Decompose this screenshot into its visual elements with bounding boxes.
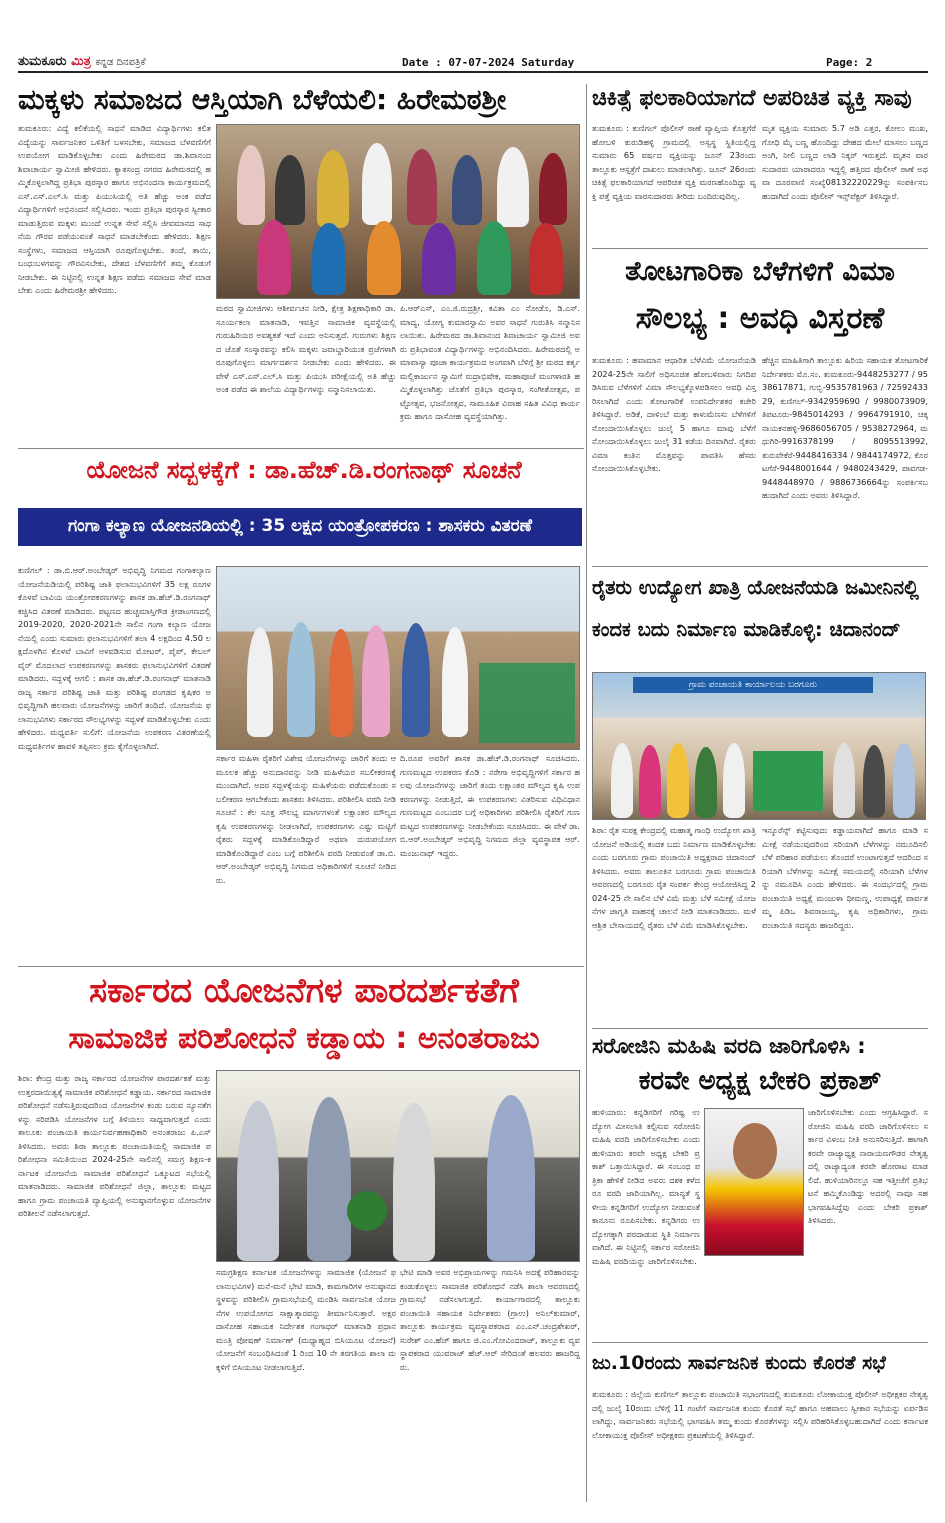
divider bbox=[18, 448, 584, 449]
article5-headline-line1: ರೈತರು ಉದ್ಯೋಗ ಖಾತ್ರಿ ಯೋಜನೆಯಡಿ ಜಮೀನಿನಲ್ಲಿ bbox=[592, 576, 919, 599]
article7-body-right: ಜಾರಿಗೊಳಿಸಬೇಕು ಎಂದು ಆಗ್ರಹಿಸಿದ್ದಾರೆ. ಸರೋಜಿನಿ ಮಹಿಷಿ ವರದಿ ಜಾರಿಗೊಳಿಸಲು ಸರ್ಕಾರ ವಿಳಂಬ ನೀತಿ ಅನುಸರಿಸುತ್ತಿದೆ. ಹಾಗಾಗಿ ಕರವೇ ರಾಜ್ಯಾಧ್ಯಕ್ಷ ನಾರಾಯಣಗೌಡರ ನೇತೃತ್ವದಲ್ಲಿ ರಾಜ್ಯಾದ್ಯಂತ ಕರವೇ ಹೋರಾಟ ಮಾಡಲಿದೆ. ಹುಳಿಯಾರಿನಲ್ಲೂ ಸಹ ಇತ್ತೀಚೆಗೆ ಪ್ರತಿಭಟನೆ ಹಮ್ಮಿಕೊಂಡಿದ್ದು ಅದರಲ್ಲಿ ನಾವೂ ಸಹ ಭಾಗವಹಿಸಿದ್ದೆವು ಎಂದು ಬೇಕರಿ ಪ್ರಕಾಶ್ ತಿಳಿಸಿದರು. bbox=[808, 1107, 928, 1225]
divider bbox=[592, 248, 928, 249]
masthead bbox=[0, 0, 945, 72]
brand-name: ತುಮಕೂರು bbox=[18, 54, 67, 69]
article7-body-left: ಹುಳಿಯಾರು: ಕನ್ನಡಿಗರಿಗೆ ಗರಿಷ್ಟ ಉದ್ಯೋಗ ಮೀಸಲಾತಿ ಕಲ್ಪಿಸುವ ಸರೋಜಿನಿ ಮಹಿಷಿ ವರದಿ ಜಾರಿಗೊಳಿಸಬೇಕು ಎಂದು ಹುಳಿಯಾರು ಕರವೇ ಅಧ್ಯಕ್ಷ ಬೇಕರಿ ಪ್ರಕಾಶ್ ಒತ್ತಾಯಿಸಿದ್ದಾರೆ. ಈ ಸಂಬಂಧ ಪತ್ರಿಕಾ ಹೇಳಿಕೆ ನೀಡಿದ ಅವರು ದಶಕ ಕಳೆದರೂ ವರದಿ ಜಾರಿಯಾಗಿಲ್ಲ. ಮಾನ್ಯತೆ ಸ್ಥಳೀಯ ಕನ್ನಡಿಗರಿಗೆ ಉದ್ಯೋಗ ನೀಡುವಂತೆ ಕಾನೂನು ರೂಪಿಸಬೇಕು. ಕನ್ನಡಿಗರು ಉದ್ಯೋಗಕ್ಕಾಗಿ ಪರದಾಡುವ ಸ್ಥಿತಿ ನಿರ್ಮಾಣವಾಗಿದೆ. ಈ ನಿಟ್ಟಿನಲ್ಲಿ ಸರ್ಕಾರ ಸರೋಜಿನಿ ಮಹಿಷಿ ವರದಿಯನ್ನು ಜಾರಿಗೊಳಿಸಬೇಕು. bbox=[592, 1107, 700, 1266]
article2-body-left: ತುಮಕೂರು : ಕುಣಿಗಲ್ ಪೊಲೀಸ್ ಠಾಣೆ ವ್ಯಾಪ್ತಿಯ ಕೊತ್ತಗೆರೆ ಹೋಬಳಿ ಕುರುಡಿಹಳ್ಳಿ ಗ್ರಾಮದಲ್ಲಿ ಅಸ್ವಸ್ಥ ಸ್ಥಿತಿಯಲ್ಲಿದ್ದ ಸುಮಾರು 65 ವರ್ಷದ ವ್ಯಕ್ತಿಯನ್ನು ಜೂನ್ 23ರಂದು ತಾಲ್ಲೂಕು ಆಸ್ಪತ್ರೆಗೆ ದಾಖಲು ಮಾಡಲಾಗಿತ್ತು. ಜೂನ್ 26ರಂದು ಚಿಕಿತ್ಸೆ ಫಲಕಾರಿಯಾಗದೆ ಆಪರಿಚಿತ ವ್ಯಕ್ತಿ ಮರಣಹೊಂದಿದ್ದು ವ್ಯಕ್ತಿ ಪತ್ತೆ ವ್ಯಕ್ತಿಯ ವಾರಸುದಾರರು ತೀರಿದು ಬಂದಿರುವುದಿಲ್ಲ. bbox=[592, 123, 756, 201]
article2-body-right: ಮೃತ ವ್ಯಕ್ತಿಯ ಸುಮಾರು 5.7 ಅಡಿ ಎತ್ತರ, ಕೋಲು ಮುಖ, ಗೋಧಿ ಮೈ ಬಣ್ಣ ಹೊಂದಿದ್ದು ದೇಹದ ಮೇಲೆ ಮಾಸಲು ಬಣ್ಣದ ಅಂಗಿ, ನೀಲಿ ಬಣ್ಣದ ಲಾಡಿ ನಿಕ್ಕರ್ ಇರುತ್ತದೆ. ಮೃತನ ವಾರಸುದಾರರು ಯಾರಾದರೂ ಇದ್ದಲ್ಲಿ ಹತ್ತಿರದ ಪೊಲೀಸ್ ಠಾಣೆ ಅಥವಾ ದೂರವಾಣಿ ಸಂಖ್ಯೆ08132220229ನ್ನು ಸಂಪರ್ಕಿಸಬಹುದಾಗಿದೆ ಎಂದು ಪೊಲೀಸ್ ಇನ್ಸ್‌ಪೆಕ್ಟರ್ ತಿಳಿಸಿದ್ದಾರೆ. bbox=[762, 123, 928, 201]
banner bbox=[753, 751, 823, 811]
article3-body-left: ತುಮಕೂರು : ಹವಾಮಾನ ಆಧಾರಿತ ಬೆಳೆವಿಮೆ ಯೋಜನೆಯಡಿ 2024-25ನೇ ಸಾಲಿಗೆ ಅಧಿಸೂಚಿತ ಹೋಬಳಿವಾರು ನಿಗದಿಪಡಿಸಿರುವ ಬೆಳೆಗಳಿಗೆ ವಿಮಾ ಸೌಲಭ್ಯಕ್ಕೊಳಪಡಿಸಲು ಅವಧಿ ವಿಸ್ತರಿಸಲಾಗಿದೆ ಎಂದು ತೋಟಗಾರಿಕೆ ಉಪನಿರ್ದೇಶಕರ ಕಚೇರಿ ತಿಳಿಸಿದ್ದಾರೆ. ಅಡಿಕೆ, ದಾಳಿಂಬೆ ಮತ್ತು ಕಾಳುಮೆಣಸು ಬೆಳೆಗಳಿಗೆ ನೋಂದಾಯಿಸಿಕೊಳ್ಳಲು ಜುಲೈ 5 ಹಾಗೂ ಮಾವು ಬೆಳೆಗೆ ನೋಂದಾಯಿಸಿಕೊಳ್ಳಲು ಜುಲೈ 31 ಕಡೆಯ ದಿನವಾಗಿದೆ. ರೈತರು ವಿಮಾ ಕಂತಿನ ಮೊತ್ತವನ್ನು ಪಾವತಿಸಿ ಹೆಸರು ನೋಂದಾಯಿಸಿಕೊಳ್ಳಬೇಕು. bbox=[592, 355, 756, 473]
article6-body-right: ಭೇಟಿ ಮಾಡಿ ಅವರ ಅಭಿಪ್ರಾಯಗಳನ್ನು ಗಮನಿಸಿ ಅದಕ್ಕೆ ಪರಿಹಾರವನ್ನು ಕಂಡುಕೊಳ್ಳಲು ಸಾಮಾಜಿಕ ಪರಿಶೋಧನೆ ನಡೆಸಿ ಶಾಲಾ ಆವರಣದಲ್ಲಿ ಗ್ರಾಮಸಭೆ ನಡೆಸಲಾಗುತ್ತದೆ. ಕಾರ್ಯಾಗಾರದಲ್ಲಿ ತಾಲ್ಲೂಕು ಪಂಚಾಯಿತಿ ಸಹಾಯಕ ನಿರ್ದೇಶಕರು (ಗ್ರಾಉ) ಅನಿಲ್‌ಕುಮಾರ್, ತಾಲ್ಲೂಕು ಕಾರ್ಯಕ್ರಮ ವ್ಯವಸ್ಥಾಪಕರಾದ ಎಂ.ಎನ್.ಚಂದ್ರಶೇಖರ್, ಸುರೇಶ್ ಎಂ.ಹೆಚ್ ಹಾಗೂ ಜಿ.ಎಂ.ಗೋವಿಂದರಾಜ್, ತಾಲ್ಲೂಕು ವ್ಯವಸ್ಥಾಪಕರಾದ ಯುವರಾಜ್ ಹೆಚ್.ಆರ್ ಸೇರಿದಂತೆ ಹಲವರು ಹಾಜರಿದ್ದರು. bbox=[400, 1267, 580, 1372]
article4-body-c1: ಕುಣಿಗಲ್ : ಡಾ.ಬಿ.ಆರ್.ಅಂಬೇಡ್ಕರ್ ಅಭಿವೃದ್ಧಿ ನಿಗಮದ ಗಂಗಾಕಲ್ಯಾಣ ಯೋಜನೆಯಡಿಯಲ್ಲಿ ಪರಿಶಿಷ್ಟ ಜಾತಿ ಫಲಾನುಭವಿಗಳಿಗೆ 35 ಲಕ್ಷ ರೂಗಳ ಕೊಳವೆ ಬಾವಿಯ ಯಂತ್ರೋಪಕರಣಗಳನ್ನು ಶಾಸಕ ಡಾ.ಹೆಚ್.ಡಿ.ರಂಗನಾಥ್ ಕಚ್ಚಿಸಿದ ವಿತರಣೆ ಮಾಡಿದರು. ಪಟ್ಟಣದ ಹುಚ್ಚಮಾಸ್ತಿಗೌಡ ಕ್ರೀಡಾಂಗಣದಲ್ಲಿ 2019-2020, 2020-2021ನೇ ಸಾಲಿನ ಗಂಗಾ ಕಲ್ಯಾಣ ಯೋಜನೆಯಲ್ಲಿ ಎಂದು ಸುಮಾರು ಫಲಾನುಭವಿಗಳಿಗೆ ತಲಾ 4 ಲಕ್ಷದಿಂದ 4.50 ಲಕ್ಷದೊಳಗಿನ ಕೊಳವೆ ಬಾವಿಗೆ ಅಳವಡಿಸುವ ಮೋಟರ್, ಪೈಪ್, ಕೇಬಲ್ ವೈರ್ ಮೊದಲಾದ ಉಪಕರಣಗಳನ್ನು ಶಾಸಕರು ಫಲಾನುಭವಿಗಳಿಗೆ ವಿತರಣೆ ಮಾಡಿದರು. ಸದ್ಬಳಕ್ಕೆ ಆಗಲಿ : ಶಾಸಕ ಡಾ.ಹೆಚ್.ಡಿ.ರಂಗನಾಥ್ ಮಾತನಾಡಿ ರಾಜ್ಯ ಸರ್ಕಾರ ಪರಿಶಿಷ್ಟ ಜಾತಿ ಮತ್ತು ಪರಿಶಿಷ್ಟ ಪಂಗಡದ ಕೃಷಿಕರ ಅಭಿವೃದ್ಧಿಗಾಗಿ ಹಲವಾರು ಯೋಜನೆಗಳನ್ನು ಜಾರಿಗೆ ತಂದಿದೆ. ಯೋಜನೆಯ ಫಲಾನುಭವಿಗಳು ಸರ್ಕಾರದ ಸೌಲಭ್ಯಗಳನ್ನು ಸದ್ಬಳಕೆ ಮಾಡಿಕೊಳ್ಳಬೇಕು ಎಂದು ಹೇಳಿದರು. ಮಧ್ಯವರ್ತಿ ಸುಲಿಗೆ: ಯೋಜನೆಯ ಉಪಕರಣ ವಿತರಣೆಯಲ್ಲಿ ಮಧ್ಯವರ್ತಿಗಳ ಹಾವಳಿ ತಪ್ಪಿಸಲು ಕ್ರಮ ಕೈಗೊಳ್ಳಲಾಗಿದೆ. bbox=[18, 565, 211, 751]
article5-photo bbox=[592, 672, 926, 820]
article6-photo bbox=[216, 1070, 580, 1262]
article6-body-left: ಶಿರಾ: ಕೇಂದ್ರ ಮತ್ತು ರಾಜ್ಯ ಸರ್ಕಾರದ ಯೋಜನೆಗಳ ಪಾರದರ್ಶಕತೆ ಮತ್ತು ಉತ್ತರದಾಯಿತ್ವಕ್ಕೆ ಸಾಮಾಜಿಕ ಪರಿಶೋಧನೆ ಕಡ್ಡಾಯ. ಸರ್ಕಾರದ ಸಾಮಾಜಿಕ ಪರಿಶೋಧನೆ ನಡೆಸುತ್ತಿರುವುದರಿಂದ ಯೋಜನೆಗಳ ಕಂಡು ಬರುವ ನ್ಯೂನತೆಗಳನ್ನು ಸರಿಪಡಿಸಿ ಯೋಜನೆಗಳ ಬಗ್ಗೆ ತಿಳಿಯಲು ಸಾಧ್ಯವಾಗುತ್ತದೆ ಎಂದು ತಾಲೂಕು ಪಂಚಾಯತಿ ಕಾರ್ಯನಿರ್ವಹಣಾಧಿಕಾರಿ ಅನಂತರಾಜು ಪಿ.ಎಸ್ ತಿಳಿಸಿದರು. ಅವರು ಶಿರಾ ತಾಲ್ಲೂಕು ಪಂಚಾಯತಿಯಲ್ಲಿ ಸಾಮಾಜಿಕ ಪರಿಶೋಧನಾ ಸಮಿತಿಯಿಂದ 2024-25ನೇ ಸಾಲಿನಲ್ಲಿ ಸಮಗ್ರ ಶಿಕ್ಷಣ-ಕರ್ನಾಟಕ ಯೋಜನೆಯ ಸಾಮಾಜಿಕ ಪರಿಶೋಧನೆ ಒಕ್ಕೂಟದ ಸಭೆಯಲ್ಲಿ ಮಾತನಾಡಿದರು. ಸಾಮಾಜಿಕ ಪರಿಶೋಧನೆ ಜಿಲ್ಲಾ, ತಾಲ್ಲೂಕು ಮಟ್ಟದ ಹಾಗೂ ಗ್ರಾಮ ಪಂಚಾಯತಿ ವ್ಯಾಪ್ತಿಯಲ್ಲಿ ಅನುಷ್ಠಾನಗೊಳ್ಳುವ ಯೋಜನೆಗಳ ಪರಿಶೀಲನೆ ನಡೆಸಲಾಗುತ್ತದೆ. bbox=[18, 1073, 211, 1218]
equipment-stack bbox=[479, 663, 575, 743]
article4-body-c2: ಸರ್ಕಾರ ಮಹಿಳಾ ರೈತರಿಗೆ ವಿಶೇಷ ಯೋಜನೆಗಳನ್ನು ಜಾರಿಗೆ ತಂದು ಆ ಮೂಲಕ ಹೆಚ್ಚು ಅನುದಾನವನ್ನು ನೀಡಿ ಮಹಿಳೆಯರ ಸಬಲೀಕರಣಕ್ಕೆ ಮುಂದಾಗಿದೆ. ಅದರ ಸದ್ಬಳಕ್ಕೆಯನ್ನು ಮಹಿಳೆಯರು ಪಡೆದುಕೊಂಡು ಸಬಲೀಕರಣ ಆಗಬೇಕೆಂದು ಶಾಸಕರು ತಿಳಿಸಿದರು. ಪರಿಶೀಲಿಸಿ ವರದಿ ನೀಡಿ ಸೂಚನೆ : ಕೆಲ ಸೂಕ್ತ ಸೌಲಭ್ಯ ಮಾರ್ಗಗಳಂತೆ ಲಕ್ಷಾಂತರ ಮೌಲ್ಯದ ಕೃಷಿ ಉಪಕರಣಗಳನ್ನು ನೀಡಲಾಗಿದೆ, ಉಪಕರಣಗಳು ಎಷ್ಟು ಮಟ್ಟಿಗೆ ರೈತರು ಸದ್ಬಳಕ್ಕೆ ಮಾಡಿಕೊಂಡಿದ್ದಾರೆ ಅಥವಾ ದುರುಪಯೋಗ ಮಾಡಿಕೊಂಡಿದ್ದಾರೆ ಎಂಬ ಬಗ್ಗೆ ಪರಿಶೀಲಿಸಿ ವರದಿ ನೀಡುವಂತೆ ಡಾ.ಬಿ.ಆರ್.ಅಂಬೇಡ್ಕರ್ ಅಭಿವೃದ್ಧಿ ನಿಗಮದ ಅಧಿಕಾರಿಗಳಿಗೆ ಸೂಚನೆ ನೀಡಿದರು. bbox=[216, 753, 396, 885]
divider bbox=[592, 1342, 928, 1343]
article8-body: ತುಮಕೂರು : ಜಿಲ್ಲೆಯ ಕುಣಿಗಲ್ ತಾಲ್ಲೂಕು ಪಂಚಾಯಿತಿ ಸಭಾಂಗಣದಲ್ಲಿ ತುಮಕೂರು ಲೋಕಾಯುಕ್ತ ಪೊಲೀಸ್ ಅಧೀಕ್ಷಕರ ನೇತೃತ್ವದಲ್ಲಿ ಜುಲೈ 10ರಂದು ಬೆಳಿಗ್ಗೆ 11 ಗಂಟೆಗೆ ಸಾರ್ವಜನಿಕ ಕುಂದು ಕೊರತೆ ಸಭೆ ಹಾಗೂ ಅಹವಾಲು ಸ್ವೀಕಾರ ಸಭೆಯನ್ನು ಏರ್ಪಡಿಸಲಾಗಿದ್ದು, ಸಾರ್ವಜನಿಕರು ಸಭೆಯಲ್ಲಿ ಭಾಗವಹಿಸಿ ತಮ್ಮ ಕುಂದು ಕೊರತೆಗಳನ್ನು ಸಲ್ಲಿಸಿ ಪರಿಹರಿಸಿಕೊಳ್ಳಬಹುದಾಗಿದೆ ಎಂದು ಕರ್ನಾಟಕ ಲೋಕಾಯುಕ್ತ ಪೊಲೀಸ್ ಅಧೀಕ್ಷಕರು ಪ್ರಕಟಣೆಯಲ್ಲಿ ತಿಳಿಸಿದ್ದಾರೆ. bbox=[592, 1389, 928, 1440]
article6-body-mid: ಸಮಗ್ರಶಿಕ್ಷಣ ಕರ್ನಾಟಕ ಯೋಜನೆಗಳನ್ನು ಸಾಮಾಜಿಕ (ಯೋಜನೆ ಫಲಾನುಭವಿಗಳ) ಮನೆ-ಮನೆ ಭೇಟಿ ಮಾಡಿ, ಕಾಮಗಾರಿಗಳ ಅನುಷ್ಠಾನದ ಸ್ಥಳವನ್ನು ಪರಿಶೀಲಿಸಿ ಗ್ರಾಮಸಭೆಯಲ್ಲಿ ಮಂಡಿಸಿ ಸಾರ್ವಜನಿಕ ಯೋಜನೆಗಳ ಉಪಯೋಗದ ಸಾಕ್ಷಾತ್ಕಾರವನ್ನು ತೀರ್ಮಾನಿಸುತ್ತಾರೆ. ಅಕ್ಷರ ದಾಸೋಹ ಸಹಾಯಕ ನಿರ್ದೇಶಕ ಗಂಗಾಧರ್ ಮಾತನಾಡಿ ಪ್ರಧಾನ ಮಂತ್ರಿ ಪೋಷಣ್ ನಿರ್ಮಾಣ್ (ಮಧ್ಯಾಹ್ನದ ಬಿಸಿಯೂಟ ಯೋಜನೆ) ಯೋಜನೆಗೆ ಸಂಬಂಧಿಸಿದಂತೆ 1 ರಿಂದ 10 ನೇ ತರಗತಿಯ ಶಾಲಾ ಮಕ್ಕಳಿಗೆ ಬಿಸಿಯೂಟ ನೀಡಲಾಗುತ್ತಿದೆ. bbox=[216, 1267, 396, 1372]
page-number: Page: 2 bbox=[826, 56, 873, 69]
column-divider bbox=[586, 84, 587, 1502]
article4-photo bbox=[216, 566, 580, 750]
divider bbox=[592, 1028, 928, 1029]
article6-headline-line1: ಸರ್ಕಾರದ ಯೋಜನೆಗಳ ಪಾರದರ್ಶಕತೆಗೆ bbox=[89, 971, 519, 1011]
article1-body-mid: ಮಠದ ಸ್ವಾಮೀಜಿಗಳು ಆಶೀರ್ವಚನ ನೀಡಿ, ಕ್ಷೇತ್ರ ಶಿಕ್ಷಣಾಧಿಕಾರಿ ಡಾ.ಸೂರ್ಯಕಲಾ ಮಾತನಾಡಿ, ಇವತ್ತಿನ ಸಾಮಾಜಿಕ ವ್ಯವಸ್ಥೆಯಲ್ಲಿ ಗುರುಹಿರಿಯರ ಅವಶ್ಯಕತೆ ಇದೆ ಎಂದು ಅನಿಸುತ್ತದೆ. ಗುರುಗಳು ಶಿಕ್ಷಣದ ಜೊತೆ ಸಂಸ್ಕಾರವನ್ನು ಕಲಿಸಿ ಮಕ್ಕಳು ಜವಾಬ್ದಾರಿಯುತ ಪ್ರಜೆಗಳಾಗಿ ರೂಪುಗೊಳ್ಳಲು ಮಾರ್ಗದರ್ಶನ ನೀಡಬೇಕು ಎಂದು ಹೇಳಿದರು. ಈ ವೇಳೆ ಎಸ್.ಎಸ್.ಎಲ್.ಸಿ ಮತ್ತು ಪಿಯುಸಿ ಪರೀಕ್ಷೆಯಲ್ಲಿ ಅತಿ ಹೆಚ್ಚು ಅಂಕ ಪಡೆದ ಈ ಶಾಲೆಯ ವಿದ್ಯಾರ್ಥಿಗಳನ್ನು ಸನ್ಮಾನಿಸಲಾಯಿತು. bbox=[216, 303, 396, 394]
plant-icon bbox=[347, 1191, 387, 1231]
article1-headline: ಮಕ್ಕಳು ಸಮಾಜದ ಆಸ್ತಿಯಾಗಿ ಬೆಳೆಯಲಿ: ಹಿರೇಮಠಶ್ರೀ bbox=[18, 83, 507, 116]
article5-body-right: ಇನ್ಶೂರೆನ್ಸ್ ಕಟ್ಟಿಸುವುದು ಕಡ್ಡಾಯವಾಗಿದೆ ಹಾಗೂ ಮಾಡಿ ಸಮೀಕ್ಷೆ ನಡೆಯುವುದರಿಂದ ಸರಿಯಾಗಿ ಬೆಳೆಗಳನ್ನು ನಮೂದಿಸಲಿ ಬೆಳೆ ಪರಿಹಾರ ಪಡೆಯಲು ತೊಂದರೆ ಉಂಟಾಗುತ್ತದೆ ಆದರಿಂದ ಸರಿಯಾಗಿ ಬೆಳೆಗಳನ್ನು ಸಮೀಕ್ಷೆ ಸಮಯದಲ್ಲಿ ಸರಿಯಾಗಿ ಬೆಳೆಗಳನ್ನು ನಮೂದಿಸಿ ಎಂದು ಹೇಳಿದರು. ಈ ಸಂದರ್ಭದಲ್ಲಿ ಗ್ರಾಮ ಪಂಚಾಯಿತಿ ಅಧ್ಯಕ್ಷೆ ಮಂಜುಳಾ ಧೀಮಣ್ಣ, ಉಪಾಧ್ಯಕ್ಷೆ ಪಾರ್ವತಮ್ಮ ಪಿಡಿಒ ಶಿವರಾಜಯ್ಯ, ಕೃಷಿ ಅಧಿಕಾರಿಗಳು, ಗ್ರಾಮ ಪಂಚಾಯಿತಿ ಸದಸ್ಯರು ಹಾಜರಿದ್ದರು. bbox=[762, 825, 928, 930]
article5-headline-line2: ಕಂದಕ ಬದು ನಿರ್ಮಾಣ ಮಾಡಿಕೊಳ್ಳಿ: ಚಿದಾನಂದ್ bbox=[592, 618, 901, 641]
article7-portrait bbox=[704, 1108, 804, 1256]
article1-photo bbox=[216, 124, 580, 299]
issue-date: Date : 07-07-2024 Saturday bbox=[402, 56, 575, 69]
divider bbox=[18, 966, 584, 967]
divider bbox=[592, 566, 928, 567]
article2-headline: ಚಿಕಿತ್ಸೆ ಫಲಕಾರಿಯಾಗದೆ ಅಪರಿಚಿತ ವ್ಯಕ್ತಿ ಸಾವು bbox=[592, 86, 912, 111]
article5-body-left: ಶಿರಾ: ರೈತ ಸುರಕ್ಷ ಕೇಂದ್ರದಲ್ಲಿ ಮಹಾತ್ಮ ಗಾಂಧಿ ಉದ್ಯೋಗ ಖಾತ್ರಿ ಯೋಜನೆ ಅಡಿಯಲ್ಲಿ ಕಂದಕ ಬದು ನಿರ್ಮಾಣ ಮಾಡಿಕೊಳ್ಳಬೇಕು ಎಂದು ಬರಗೂರು ಗ್ರಾಮ ಪಂಚಾಯಿತಿ ಅಧ್ಯಕ್ಷರಾದ ಚಿದಾನಂದ್ ತಿಳಿಸಿದರು. ಅವರು ತಾಲೂಕಿನ ಬರಗೂರು ಗ್ರಾಮ ಪಂಚಾಯಿತಿ ಆವರಣದಲ್ಲಿ ಬರಗೂರು ರೈತ ಸಂಪರ್ಕ ಕೇಂದ್ರ ಆಯೋಜಿಸಿದ್ದ 2024-25 ನೇ ಸಾಲಿನ ಬೆಳೆ ವಿಮೆ ಮತ್ತು ಬೆಳೆ ಸಮೀಕ್ಷೆ ಯೋಜನೆಗಳ ಜಾಗೃತಿ ವಾಹನಕ್ಕೆ ಚಾಲನೆ ನೀಡಿ ಮಾತನಾಡಿದರು. ಮಳೆ ಆಶ್ರಿತ ಬೇಸಾಯದಲ್ಲಿ ರೈತರು ಬೆಳೆ ವಿಮೆ ಮಾಡಿಸಿಕೊಳ್ಳಬೇಕು. bbox=[592, 825, 756, 930]
photo-signboard: ಗ್ರಾಮ ಪಂಚಾಯತಿ ಕಾರ್ಯಾಲಯ ಬರಗೂರು bbox=[633, 677, 873, 693]
masthead-rule bbox=[18, 71, 928, 73]
article1-body-right: ಪಿ.ಆರ್‌ಎಸ್, ಎಂ.ಜಿ.ರುದ್ರಶ್ರೀ, ಕವಿತಾ ಎಂ ನೋಡೊ, ಡಿ.ಎಸ್.ಮಾದ್ಯ, ಯೋಗ್ಯ ಕುಮಾರಸ್ವಾಮಿ ಅವರ ಸಾಧನೆ ಗುರುತಿಸಿ ಸನ್ಮಾನಿಸಲಾಯಿತು. ಹಿರೇಮಠದ ಡಾ.ಶಿವಾನಂದ ಶಿವಾಚಾರ್ಯ ಸ್ವಾಮೀಜಿ ಅವರು ಪ್ರತಿಭಾವಂತ ವಿದ್ಯಾರ್ಥಿಗಳನ್ನು ಅಭಿನಂದಿಸಿದರು. ಹಿರೇಮಠದಲ್ಲಿ ಅಮಾವಾಸ್ಯಾ ಪೂಜಾ ಕಾರ್ಯಕ್ರಮದ ಅಂಗವಾಗಿ ಬೆಳಿಗ್ಗೆ ಶ್ರೀ ಮಠದ ಕರ್ತೃ ಮಲ್ಲಿಕಾರ್ಜುನ ಸ್ವಾಮಿಗೆ ರುದ್ರಾಭಿಷೇಕ, ಮಹಾಪೂಜೆ ಮಂಗಳಾರತಿ ಹಮ್ಮಿಕೊಳ್ಳಲಾಗಿತ್ತು ಜೊತೆಗೆ ಪ್ರತಿಭಾ ಪುರಸ್ಕಾರ, ಸಂಗೀತೋತ್ಸವ, ಪಟ್ಟೋತ್ಸವ, ಭಜನೋತ್ಸವ, ಸಾಮೂಹಿಕ ವಿವಾಹ ಸಹಿತ ವಿವಿಧ ಕಾರ್ಯಕ್ರಮ ಹಾಗೂ ದಾಸೋಹ ವ್ಯವಸ್ಥೆಯಾಗಿತ್ತು. bbox=[400, 303, 580, 421]
article4-headline: ಯೋಜನೆ ಸದ್ಬಳಕ್ಕೆಗೆ : ಡಾ.ಹೆಚ್.ಡಿ.ರಂಗನಾಥ್ ಸೂಚನೆ bbox=[86, 456, 522, 484]
article4-body-c3: ದಿ.ರೂಪ ಅವರಿಗೆ ಶಾಸಕ ಡಾ.ಹೆಚ್.ಡಿ.ರಂಗನಾಥ್ ಸೂಚಿಸಿದರು. ಗುಣಮಟ್ಟದ ಉಪಕರಣ ಕೊಡಿ : ನರೇಗಾ ಅಭಿವೃದ್ಧಿಗಳಿಗೆ ಸರ್ಕಾರ ಹಲವು ಯೋಜನೆಗಳನ್ನು ಜಾರಿಗೆ ತಂದು ಲಕ್ಷಾಂತರ ಮೌಲ್ಯದ ಕೃಷಿ ಉಪಕರಣಗಳನ್ನು ನೀಡುತ್ತಿದೆ, ಈ ಉಪಕರಣಗಳು ವಿತರಿಸುವ ವಿಧಿವಿಧಾನ ಗುಣಮಟ್ಟದ ಎಂಬುದರ ಬಗ್ಗೆ ಅಧಿಕಾರಿಗಳು ಪರಿಶೀಲಿಸಿ ರೈತರಿಗೆ ಗುಣಮಟ್ಟದ ಉಪಕರಣಗಳನ್ನು ನೀಡಬೇಕೆಂದು ಸೂಚಿಸಿದರು. ಈ ವೇಳೆ ಡಾ.ಬಿ.ಆರ್.ಅಂಬೇಡ್ಕರ್ ಅಭಿವೃದ್ಧಿ ನಿಗಮದ ಜಿಲ್ಲಾ ವ್ಯವಸ್ಥಾಪಕ ಆರ್.ಮಂಜುನಾಥ್ ಇದ್ದರು. bbox=[400, 753, 580, 858]
article1-body-left: ತುಮಕೂರು: ವಿದ್ಯೆ ಕಲಿಕೆಯಲ್ಲಿ ಸಾಧನೆ ಮಾಡಿದ ವಿದ್ಯಾರ್ಥಿಗಳು ಕಲಿತ ವಿದ್ಯೆಯನ್ನು ಸಾರ್ವಜನಿಕರ ಒಳಿತಿಗೆ ಬಳಸಬೇಕು, ಸಮಾಜದ ಬೆಳವಣಿಗೆಗೆ ಉಪಯೋಗ ಮಾಡಿಕೊಳ್ಳಬೇಕು ಎಂದು ಹಿರೇಮಠದ ಡಾ.ಶಿವಾನಂದ ಶಿವಾಚಾರ್ಯ ಸ್ವಾಮೀಜಿ ಹೇಳಿದರು. ಕ್ಯಾತಸಂದ್ರ ನಗರದ ಹಿರೇಮಠದಲ್ಲಿ ಹಮ್ಮಿಕೊಳ್ಳಲಾಗಿದ್ದ ಪ್ರತಿಭಾ ಪುರಸ್ಕಾರ ಹಾಗೂ ಅಭಿನಂದನಾ ಕಾರ್ಯಕ್ರಮದಲ್ಲಿ ಎಸ್.ಎಸ್.ಎಲ್.ಸಿ ಮತ್ತು ಪಿಯುಸಿಯಲ್ಲಿ ಅತಿ ಹೆಚ್ಚು ಅಂಕ ಪಡೆದ ವಿದ್ಯಾರ್ಥಿಗಳಿಗೆ ಅಭಿನಂದನೆ ಸಲ್ಲಿಸಿದರು. ಇಂದು ಪ್ರತಿಭಾ ಪುರಸ್ಕಾರ ಸ್ವೀಕಾರ ಮಾಡುತ್ತಿರುವ ಮಕ್ಕಳು ಮುಂದೆ ಉನ್ನತ ಸೇವೆ ಸಲ್ಲಿಸಿ ಜೀವಮಾನದ ಸಾಧನೆಯ ಗೌರವ ಪಡೆಯುವಂತೆ ಸಾಧನೆ ಮಾಡಬೇಕೆಂದು ಹೇಳಿದರು. ಶಿಕ್ಷಣ ಸಂಸ್ಥೆಗಳು, ಸಮಾಜದ ಆಸ್ತಿಯಾಗಿ ರೂಪುಗೊಳ್ಳಬೇಕು. ತಂದೆ, ತಾಯಿ, ಬಂಧುಬಳಗವನ್ನು ಗೌರವಿಸಬೇಕು, ದೇಶದ ಬೆಳವಣಿಗೆಗೆ ತಮ್ಮ ಕೊಡುಗೆ ನೀಡಬೇಕು. ಈ ನಿಟ್ಟಿನಲ್ಲಿ ಉನ್ನತ ಶಿಕ್ಷಣ ಪಡೆದು ಸಮಾಜದ ಸೇವೆ ಮಾಡಬೇಕು ಎಂದು ಹಿರೇಮಠಶ್ರೀ ಹೇಳಿದರು. bbox=[18, 123, 211, 295]
article4-subhead: ಗಂಗಾ ಕಲ್ಯಾಣ ಯೋಜನಡಿಯಲ್ಲಿ : 35 ಲಕ್ಷದ ಯಂತ್ರೋಪಕರಣ : ಶಾಸಕರು ವಿತರಣೆ bbox=[67, 516, 532, 536]
article4-subhead-band bbox=[18, 508, 582, 546]
article7-headline-line2: ಕರವೇ ಅಧ್ಯಕ್ಷ ಬೇಕರಿ ಪ್ರಕಾಶ್ bbox=[638, 1066, 882, 1096]
masthead-brand bbox=[18, 54, 146, 69]
article3-headline-line2: ಸೌಲಭ್ಯ : ಅವಧಿ ವಿಸ್ತರಣೆ bbox=[635, 301, 885, 336]
article8-headline: ಜು.10ರಂದು ಸಾರ್ವಜನಿಕ ಕುಂದು ಕೊರತೆ ಸಭೆ bbox=[592, 1352, 886, 1374]
article3-headline-line1: ತೋಟಗಾರಿಕಾ ಬೆಳೆಗಳಿಗೆ ವಿಮಾ bbox=[625, 256, 895, 287]
article3-body-right: ಹೆಚ್ಚಿನ ಮಾಹಿತಿಗಾಗಿ ತಾಲ್ಲೂಕು ಹಿರಿಯ ಸಹಾಯಕ ತೋಟಗಾರಿಕೆ ನಿರ್ದೇಶಕರು ಮೊ.ಸಂ. ತುಮಕೂರು-9448253277 / 9538617871, ಗುಬ್ಬಿ-9535781963 / 7259243329, ಕುಣಿಗಲ್-9342959690 / 9980073909, ತಿಪಟೂರು-9845014293 / 9964791910, ಚಿಕ್ಕನಾಯಕನಹಳ್ಳಿ-9686056705 / 9538272964, ಮಧುಗಿರಿ-9916378199 / 8095513992, ತುರುವೇಕೆರೆ-9448416334 / 9844174972, ಕೊರಟಗೆರೆ-9448001644 / 9480243429, ಪಾವಗಡ-9448448970 / 9886736664ನ್ನು ಸಂಪರ್ಕಿಸಬಹುದಾಗಿದೆ ಎಂದು ಅವರು ತಿಳಿಸಿದ್ದಾರೆ. bbox=[762, 355, 928, 500]
article7-headline-line1: ಸರೋಜಿನಿ ಮಹಿಷಿ ವರದಿ ಜಾರಿಗೊಳಿಸಿ : bbox=[592, 1034, 866, 1058]
brand-tagline: ಕನ್ನಡ ದಿನಪತ್ರಿಕೆ bbox=[95, 57, 146, 68]
brand-accent: ಮಿತ್ರ bbox=[71, 54, 91, 69]
article6-headline-line2: ಸಾಮಾಜಿಕ ಪರಿಶೋಧನೆ ಕಡ್ಡಾಯ : ಅನಂತರಾಜು bbox=[68, 1021, 540, 1056]
